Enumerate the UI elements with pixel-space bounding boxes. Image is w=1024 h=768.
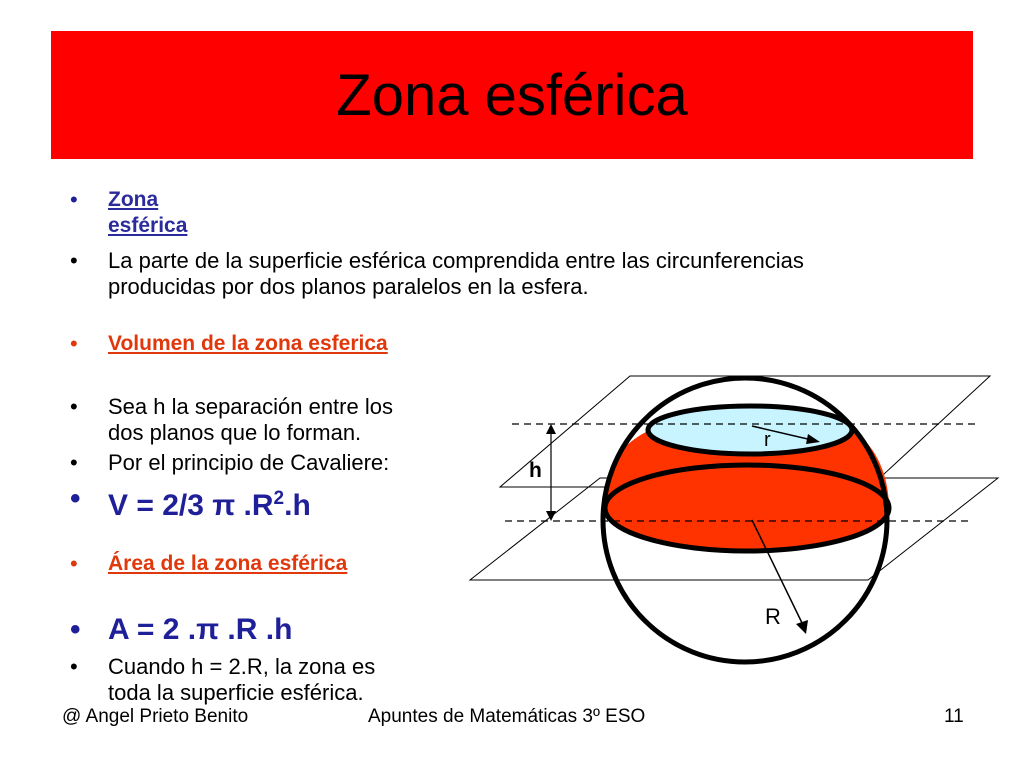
page-title: Zona esférica (336, 62, 688, 128)
definition-line-2: producidas por dos planos paralelos en la esfera. (108, 274, 589, 299)
upper-circle (648, 406, 852, 454)
bullet-dot: • (70, 482, 81, 515)
cuando-line-2: toda la superficie esférica. (108, 680, 364, 705)
link-area[interactable]: Área de la zona esférica (108, 552, 348, 575)
volume-formula-exponent: 2 (273, 488, 285, 509)
label-R: R (765, 604, 781, 629)
bullet-dot: • (70, 450, 78, 475)
area-formula: A = 2 .π .R .h (108, 613, 293, 646)
bullet-dot: • (70, 394, 78, 419)
cuando-line-1: Cuando h = 2.R, la zona es (108, 654, 376, 679)
footer-page-number: 11 (944, 706, 964, 727)
bullet-dot: • (70, 248, 78, 273)
label-r: r (764, 429, 771, 451)
footer-author: @ Angel Prieto Benito (62, 706, 249, 727)
sea-h-line-2: dos planos que lo forman. (108, 420, 362, 445)
label-h: h (529, 459, 542, 482)
bullet-dot: • (70, 187, 78, 212)
footer-course: Apuntes de Matemáticas 3º ESO (368, 706, 646, 727)
sea-h-line-1: Sea h la separación entre los (108, 394, 393, 419)
h-arrow-top-head (546, 424, 556, 434)
link-volumen[interactable]: Volumen de la zona esferica (108, 332, 388, 355)
bullet-dot: • (70, 654, 78, 679)
definition-line-1: La parte de la superficie esférica comprendida entre las circunferencias (108, 248, 804, 273)
bullet-dot: • (70, 331, 78, 356)
volume-formula-prefix: V = 2/3 π .R (108, 489, 274, 522)
volume-formula-suffix: .h (284, 489, 311, 522)
link-zona-esferica[interactable]: Zona esférica (108, 188, 188, 237)
bullet-dot: • (70, 613, 81, 646)
bullet-dot: • (70, 551, 78, 576)
R-arrow-head (796, 620, 808, 634)
cavaliere-text: Por el principio de Cavaliere: (108, 450, 390, 475)
lower-circle (605, 465, 889, 551)
